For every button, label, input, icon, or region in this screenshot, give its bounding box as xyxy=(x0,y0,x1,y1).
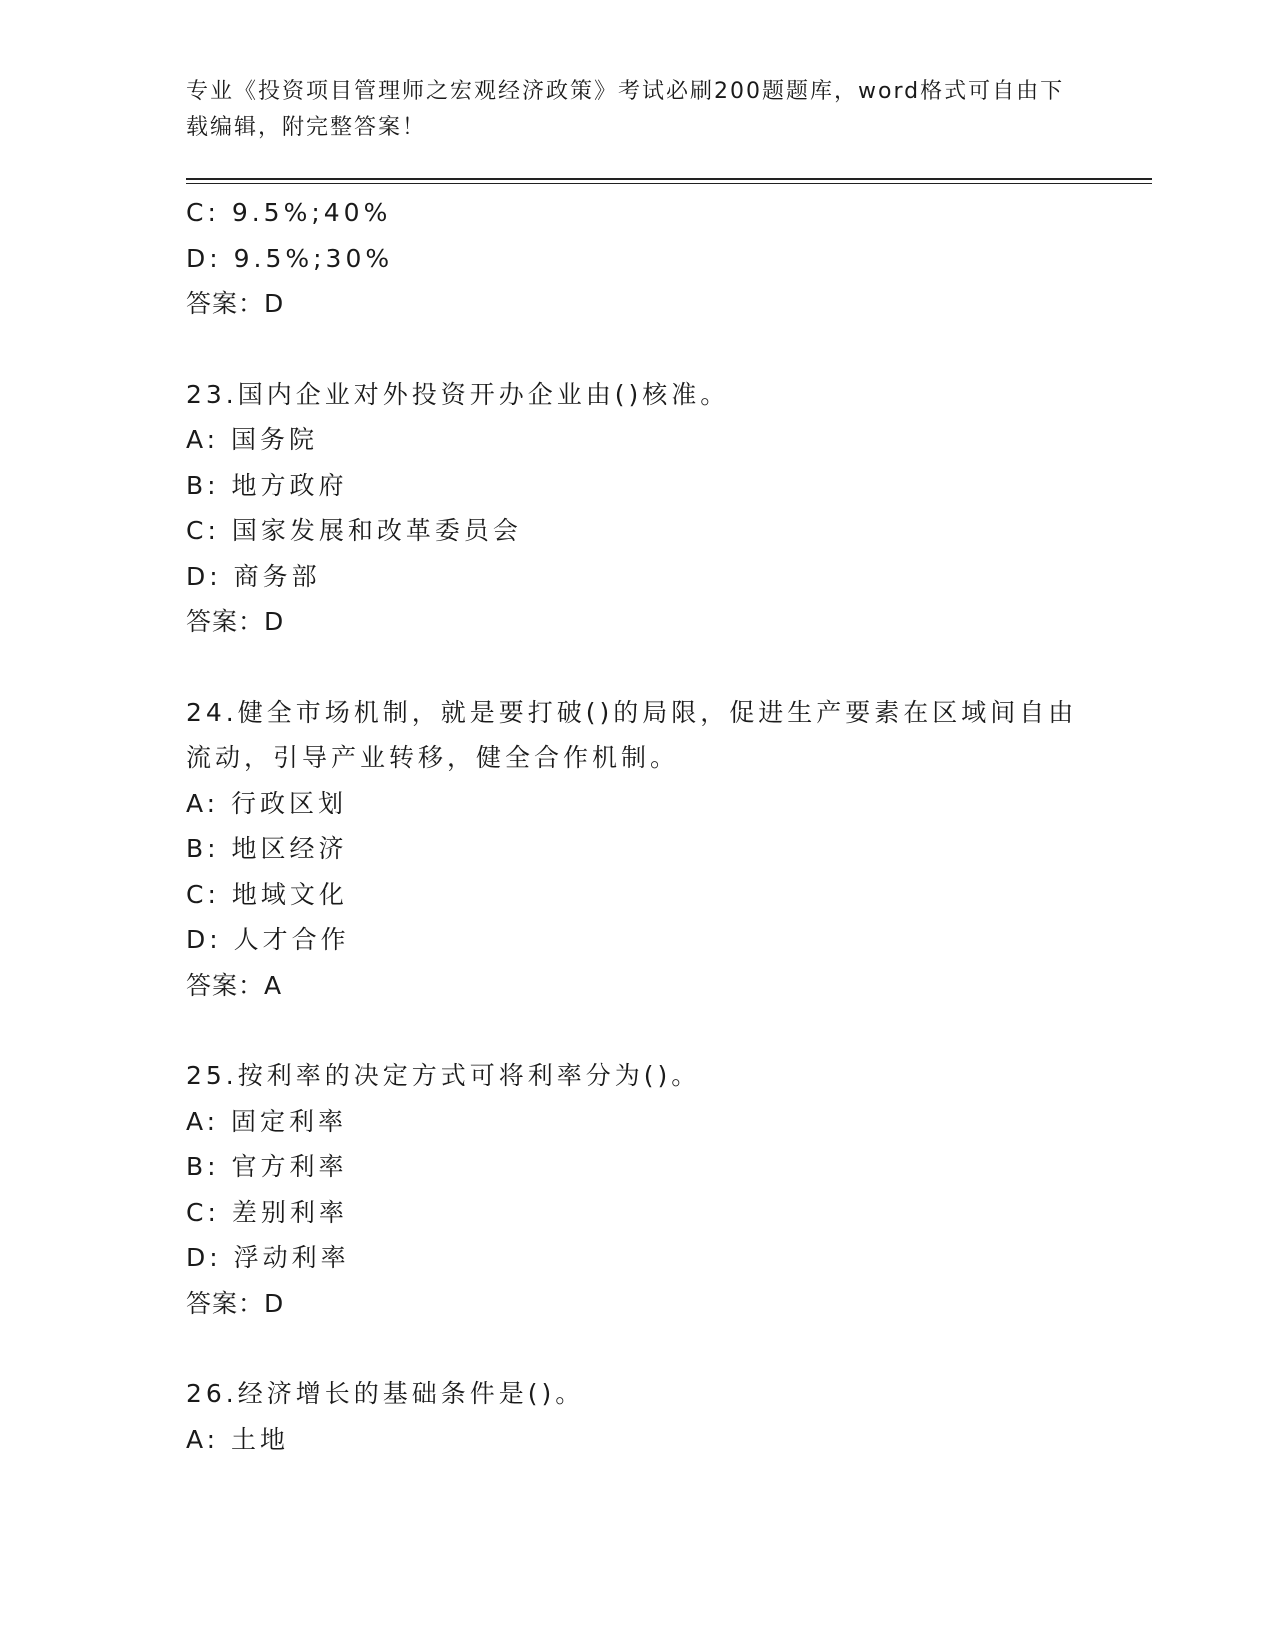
answer-line: 答案：D xyxy=(186,607,285,636)
option-a: A: 国务院 xyxy=(186,425,319,454)
question-stem: 25.按利率的决定方式可将利率分为()。 xyxy=(186,1061,701,1090)
option-a: A: 固定利率 xyxy=(186,1106,348,1136)
question-stem: 26.经济增长的基础条件是()。 xyxy=(186,1379,585,1408)
answer-line: 答案：D xyxy=(186,289,285,318)
answer-line: 答案：A xyxy=(186,970,283,1000)
option-b: B: 地区经济 xyxy=(186,834,348,863)
option-a: A: 土地 xyxy=(186,1424,290,1454)
option-c: C: 9.5%;40% xyxy=(186,198,392,227)
question-23 xyxy=(186,372,1106,645)
spacer xyxy=(186,1326,1106,1371)
question-stem: 23.国内企业对外投资开办企业由()核准。 xyxy=(186,379,730,409)
option-c: C: 地域文化 xyxy=(186,879,348,909)
option-b: B: 官方利率 xyxy=(186,1152,348,1181)
spacer xyxy=(186,645,1106,690)
document-header: 专业《投资项目管理师之宏观经济政策》考试必刷200题题库，word格式可自由下载编辑，附完整答案！ xyxy=(186,79,1065,140)
option-b: B: 地方政府 xyxy=(186,470,348,500)
carryover-question xyxy=(186,190,1106,327)
option-c: C: 国家发展和改革委员会 xyxy=(186,516,522,545)
question-24 xyxy=(186,690,1106,1009)
option-d: D: 人才合作 xyxy=(186,925,350,954)
spacer xyxy=(186,1008,1106,1053)
option-d: D: 9.5%;30% xyxy=(186,243,394,273)
question-stem: 24.健全市场机制，就是要打破()的局限，促进生产要素在区域间自由流动，引导产业转移，健全合作机制。 xyxy=(186,697,1078,772)
option-d: D: 浮动利率 xyxy=(186,1243,350,1272)
answer-line: 答案：D xyxy=(186,1288,285,1318)
question-25 xyxy=(186,1053,1106,1326)
spacer xyxy=(186,327,1106,372)
option-d: D: 商务部 xyxy=(186,561,321,591)
option-a: A: 行政区划 xyxy=(186,788,348,818)
question-list xyxy=(186,190,1106,1462)
header-divider xyxy=(186,178,1152,184)
question-26 xyxy=(186,1371,1106,1462)
option-c: C: 差别利率 xyxy=(186,1197,348,1227)
